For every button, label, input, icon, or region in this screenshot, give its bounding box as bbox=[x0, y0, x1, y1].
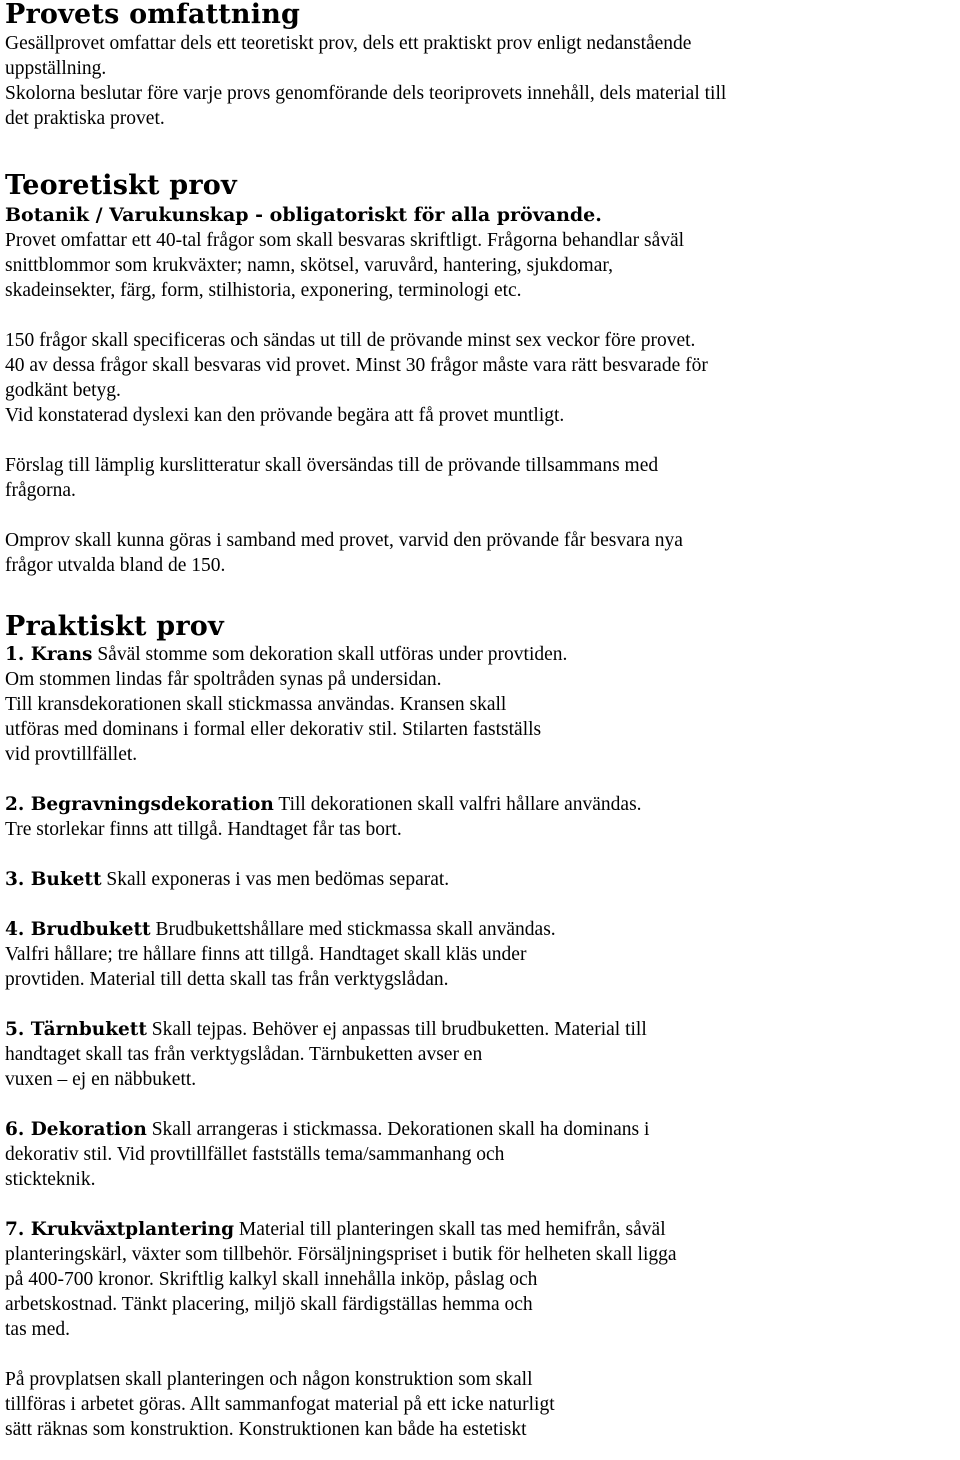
praktiskt-item bbox=[5, 1217, 955, 1342]
text-line: Vid konstaterad dyslexi kan den prövande begära att få provet muntligt. bbox=[5, 405, 565, 426]
praktiskt-item bbox=[5, 917, 955, 992]
text-line: Gesällprovet omfattar dels ett teoretiskt prov, dels ett praktiskt prov enligt nedanstående bbox=[5, 33, 692, 54]
heading-praktiskt-prov: Praktiskt prov bbox=[5, 611, 224, 642]
teori-paragraph-4 bbox=[5, 528, 955, 578]
text-line: sätt räknas som konstruktion. Konstruktionen kan både ha estetiskt bbox=[5, 1419, 527, 1440]
subheading-botanik: Botanik / Varukunskap - obligatoriskt för alla prövande. bbox=[5, 204, 602, 226]
text-line: planteringskärl, växter som tillbehör. Försäljningspriset i butik för helheten skall ligga bbox=[5, 1244, 677, 1265]
text-line: Om stommen lindas får spoltråden synas på undersidan. bbox=[5, 669, 442, 690]
text-line: skadeinsekter, färg, form, stilhistoria, exponering, terminologi etc. bbox=[5, 280, 522, 301]
text-line: på 400-700 kronor. Skriftlig kalkyl skall innehålla inköp, påslag och bbox=[5, 1269, 538, 1290]
text-line: tillföras i arbetet göras. Allt sammanfogat material på ett icke naturligt bbox=[5, 1394, 555, 1415]
text-line: Tre storlekar finns att tillgå. Handtaget får tas bort. bbox=[5, 819, 402, 840]
text-line: tas med. bbox=[5, 1319, 70, 1340]
item-first-line bbox=[5, 642, 955, 667]
praktiskt-item bbox=[5, 792, 955, 842]
closing-paragraph bbox=[5, 1367, 955, 1442]
teori-paragraph-1 bbox=[5, 228, 955, 303]
item-text: Skall tejpas. Behöver ej anpassas till brudbuketten. Material till bbox=[146, 1019, 647, 1040]
text-line: På provplatsen skall planteringen och någon konstruktion som skall bbox=[5, 1369, 533, 1390]
text-line: godkänt betyg. bbox=[5, 380, 121, 401]
text-line: vuxen – ej en näbbukett. bbox=[5, 1069, 197, 1090]
text-line: frågorna. bbox=[5, 480, 76, 501]
item-text: Till dekorationen skall valfri hållare användas. bbox=[273, 794, 642, 815]
item-text: Skall arrangeras i stickmassa. Dekorationen skall ha dominans i bbox=[146, 1119, 650, 1140]
item-title: 4. Brudbukett bbox=[5, 919, 151, 940]
item-title: 3. Bukett bbox=[5, 869, 102, 890]
item-first-line bbox=[5, 1017, 955, 1042]
item-text: Brudbukettshållare med stickmassa skall användas. bbox=[150, 919, 556, 940]
text-line: arbetskostnad. Tänkt placering, miljö skall färdigställas hemma och bbox=[5, 1294, 533, 1315]
text-line: stickteknik. bbox=[5, 1169, 96, 1190]
item-text: Skall exponeras i vas men bedömas separat. bbox=[101, 869, 450, 890]
item-text: Material till planteringen skall tas med hemifrån, såväl bbox=[234, 1219, 666, 1240]
item-title: 5. Tärnbukett bbox=[5, 1019, 147, 1040]
praktiskt-item bbox=[5, 642, 955, 767]
text-line: det praktiska provet. bbox=[5, 108, 165, 129]
item-title: 1. Krans bbox=[5, 644, 93, 665]
text-line: handtaget skall tas från verktygslådan. Tärnbuketten avser en bbox=[5, 1044, 483, 1065]
text-line: provtiden. Material till detta skall tas från verktygslådan. bbox=[5, 969, 449, 990]
praktiskt-item bbox=[5, 867, 955, 892]
praktiskt-item bbox=[5, 1117, 955, 1192]
item-first-line bbox=[5, 1217, 955, 1242]
item-first-line bbox=[5, 917, 955, 942]
heading-provets-omfattning: Provets omfattning bbox=[5, 0, 301, 30]
intro-paragraph bbox=[5, 31, 955, 131]
text-line: Förslag till lämplig kurslitteratur skall översändas till de prövande tillsammans med bbox=[5, 455, 659, 476]
text-line: 40 av dessa frågor skall besvaras vid provet. Minst 30 frågor måste vara rätt besvarade för bbox=[5, 355, 708, 376]
text-line: Till kransdekorationen skall stickmassa användas. Kransen skall bbox=[5, 694, 507, 715]
teori-paragraph-3 bbox=[5, 453, 955, 503]
text-line: Valfri hållare; tre hållare finns att tillgå. Handtaget skall kläs under bbox=[5, 944, 527, 965]
item-title: 6. Dekoration bbox=[5, 1119, 147, 1140]
text-line: dekorativ stil. Vid provtillfället fastställs tema/sammanhang och bbox=[5, 1144, 505, 1165]
document-page bbox=[5, 0, 955, 1442]
text-line: Skolorna beslutar före varje provs genomförande dels teoriprovets innehåll, dels material till bbox=[5, 83, 727, 104]
teori-paragraph-2 bbox=[5, 328, 955, 428]
item-first-line bbox=[5, 1117, 955, 1142]
text-line: snittblommor som krukväxter; namn, skötsel, varuvård, hantering, sjukdomar, bbox=[5, 255, 613, 276]
praktiskt-item-list bbox=[5, 642, 955, 1342]
item-title: 2. Begravningsdekoration bbox=[5, 794, 274, 815]
text-line: utföras med dominans i formal eller dekorativ stil. Stilarten fastställs bbox=[5, 719, 542, 740]
item-text: Såväl stomme som dekoration skall utföras under provtiden. bbox=[92, 644, 568, 665]
heading-teoretiskt-prov: Teoretiskt prov bbox=[5, 170, 237, 201]
text-line: vid provtillfället. bbox=[5, 744, 138, 765]
text-line: 150 frågor skall specificeras och sändas ut till de prövande minst sex veckor före provet. bbox=[5, 330, 696, 351]
item-first-line bbox=[5, 867, 955, 892]
text-line: uppställning. bbox=[5, 58, 107, 79]
item-title: 7. Krukväxtplantering bbox=[5, 1219, 235, 1240]
text-line: Provet omfattar ett 40-tal frågor som skall besvaras skriftligt. Frågorna behandlar såväl bbox=[5, 230, 685, 251]
text-line: Omprov skall kunna göras i samband med provet, varvid den prövande får besvara nya bbox=[5, 530, 683, 551]
item-first-line bbox=[5, 792, 955, 817]
text-line: frågor utvalda bland de 150. bbox=[5, 555, 226, 576]
praktiskt-item bbox=[5, 1017, 955, 1092]
